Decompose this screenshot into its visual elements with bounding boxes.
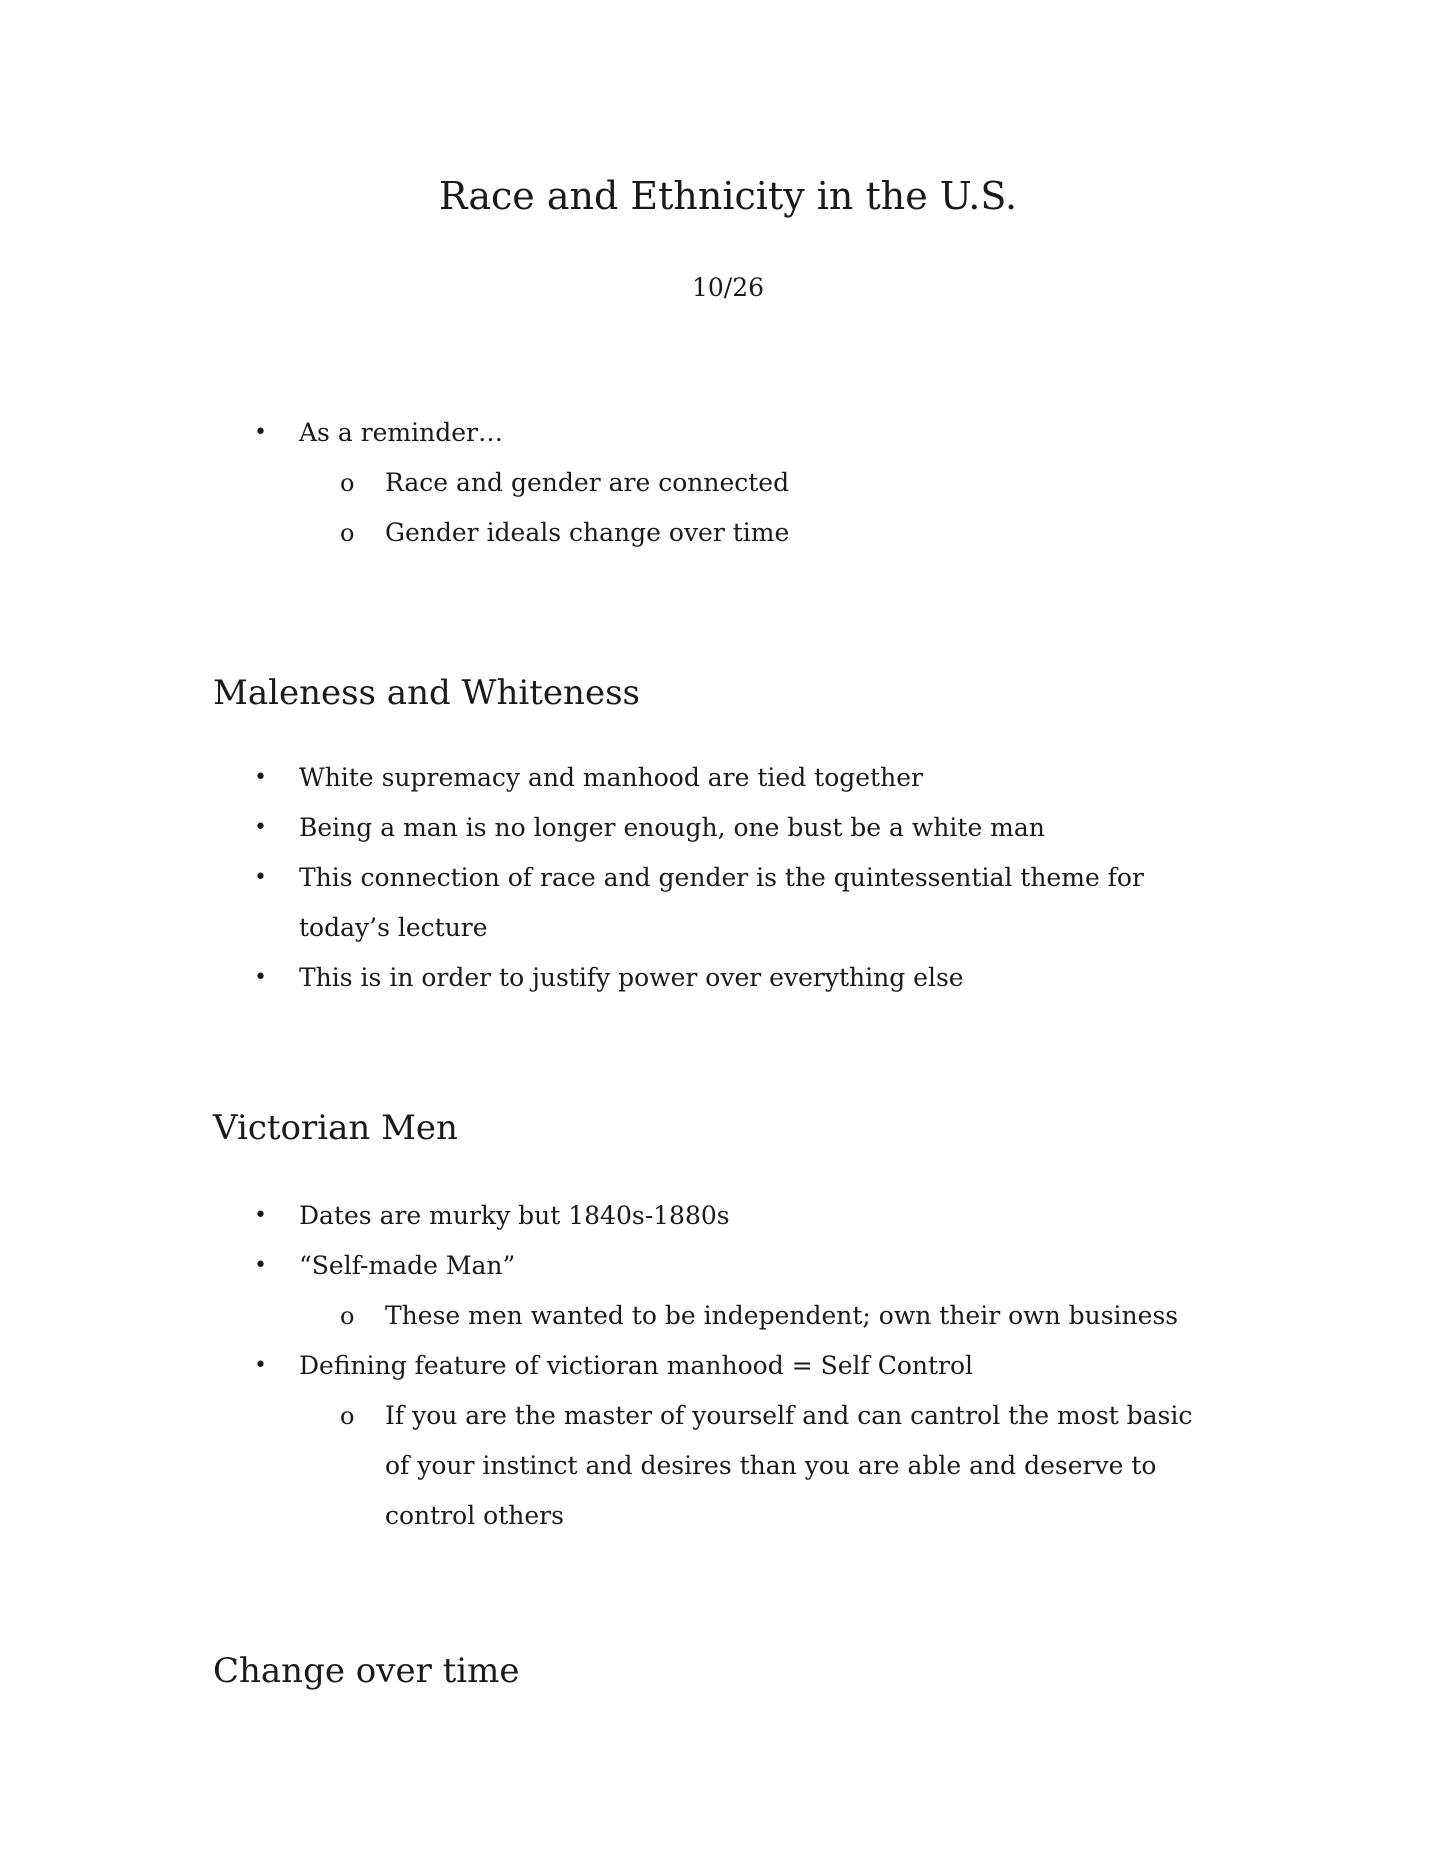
list-item-text: Dates are murky but 1840s-1880s — [299, 1201, 730, 1230]
list-item — [0, 803, 1199, 853]
list-item — [0, 408, 1199, 458]
list-item-text: This connection of race and gender is the quintessential theme for today’s lecture — [299, 863, 1144, 942]
bullet-marker: • — [254, 420, 267, 445]
bullet-marker: • — [254, 765, 267, 790]
list-item — [0, 1241, 1199, 1291]
list-item — [0, 1291, 1205, 1341]
list-item-text: Being a man is no longer enough, one bust be a white man — [299, 813, 1045, 842]
bullet-marker: • — [254, 965, 267, 990]
list-item — [0, 508, 1205, 558]
sub-bullet-marker: o — [340, 1302, 355, 1330]
list-item — [0, 953, 1199, 1003]
bullet-marker: • — [254, 1353, 267, 1378]
list-item — [0, 1391, 1205, 1541]
list-item-text: Defining feature of victioran manhood = Self Control — [299, 1351, 974, 1380]
document-date: 10/26 — [691, 273, 765, 302]
list-item — [0, 1191, 1199, 1241]
section-heading-change-over-time: Change over time — [213, 1651, 520, 1691]
list-item-text: As a reminder… — [299, 418, 503, 447]
bullet-marker: • — [254, 1253, 267, 1278]
section-heading-maleness-and-whiteness: Maleness and Whiteness — [213, 673, 640, 713]
list-item — [0, 753, 1199, 803]
sub-bullet-marker: o — [340, 1402, 355, 1430]
list-item — [0, 853, 1199, 953]
list-item-text: This is in order to justify power over everything else — [299, 963, 964, 992]
list-item-text: These men wanted to be independent; own their own business — [385, 1301, 1179, 1330]
document-title: Race and Ethnicity in the U.S. — [438, 174, 1018, 218]
bullet-marker: • — [254, 865, 267, 890]
intro-bullet-list — [0, 408, 1456, 558]
maleness-bullet-list — [0, 753, 1456, 1003]
section-heading-victorian-men: Victorian Men — [213, 1108, 458, 1148]
list-item — [0, 458, 1205, 508]
sub-bullet-marker: o — [340, 469, 355, 497]
list-item-text: If you are the master of yourself and can cantrol the most basic of your instinct and desires than you are able and deserve to control others — [385, 1401, 1193, 1530]
list-item-text: Race and gender are connected — [385, 468, 790, 497]
victorian-bullet-list — [0, 1191, 1456, 1541]
list-item-text: White supremacy and manhood are tied together — [299, 763, 923, 792]
bullet-marker: • — [254, 815, 267, 840]
list-item — [0, 1341, 1199, 1391]
bullet-marker: • — [254, 1203, 267, 1228]
list-item-text: Gender ideals change over time — [385, 518, 790, 547]
sub-bullet-marker: o — [340, 519, 355, 547]
list-item-text: “Self-made Man” — [299, 1251, 516, 1280]
